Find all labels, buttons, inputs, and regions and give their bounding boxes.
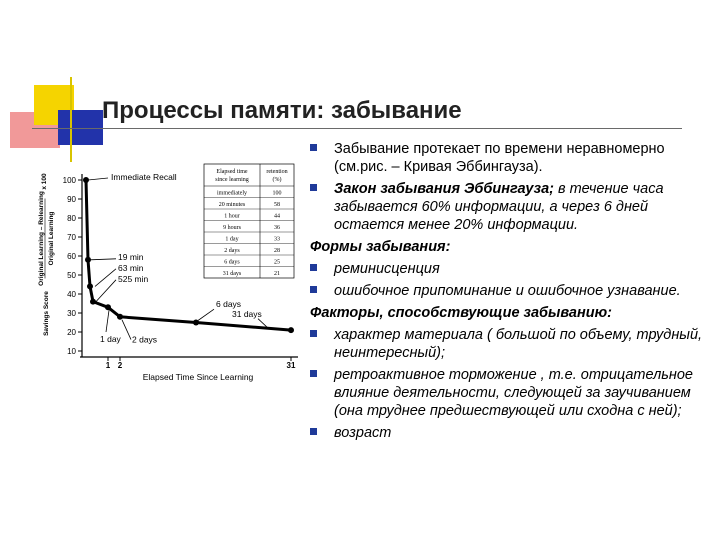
annotation-label: 31 days: [232, 308, 262, 319]
annotation-label: 525 min: [118, 273, 149, 284]
y-axis-label: [38, 173, 55, 336]
factors-item: [310, 366, 710, 420]
table-cell: 1 hour: [224, 213, 240, 220]
retention-table: [204, 164, 294, 278]
bullet-icon: [310, 264, 317, 271]
title-underline: [32, 128, 682, 129]
y-tick-label: 30: [67, 309, 76, 318]
annotation-leader: [90, 259, 116, 260]
x-tick-label: 1: [105, 361, 111, 370]
table-cell: 33: [274, 236, 280, 243]
y-tick-label: 70: [67, 233, 76, 242]
y-tick-label: 10: [67, 347, 76, 356]
annotation-leader: [122, 320, 131, 340]
y-axis-label-part: x 100: [41, 173, 48, 190]
forms-item: [310, 260, 710, 278]
table-cell: 36: [274, 225, 280, 231]
bullet-icon: [310, 428, 317, 435]
y-axis-label-part: Savings Score: [43, 291, 50, 336]
y-axis-label-group: [38, 173, 55, 336]
table-cell: 28: [274, 248, 280, 254]
table-cell: 6 days: [224, 259, 240, 266]
table-cell: 44: [274, 213, 280, 220]
annotation-leader: [106, 310, 109, 332]
data-point: [90, 299, 96, 305]
x-tick-label: 31: [286, 361, 296, 370]
factors-item-text: характер материала ( большой по объему, трудный, неинтересный);: [334, 327, 703, 361]
table-header: since learning: [215, 177, 249, 183]
law-text: в течение часа забывается 60% информации, а через 6 дней остается менее 20% информации.: [334, 181, 664, 233]
y-axis-label-part: Original Learning – Relearning: [38, 191, 45, 286]
y-tick-label: 50: [67, 271, 76, 280]
annotation-leader: [198, 309, 214, 320]
factors-item: [310, 326, 710, 362]
forms-heading: Формы забывания:: [310, 239, 451, 255]
table-cell: 21: [274, 271, 280, 277]
bullet-icon: [310, 286, 317, 293]
slide-title: Процессы памяти: забывание: [102, 97, 462, 124]
bullet-item: [310, 180, 710, 234]
forms-item: [310, 282, 710, 300]
law-name: Закон забывания Эббингауза;: [334, 181, 554, 197]
y-tick-label: 20: [67, 328, 76, 337]
annotation-label: 6 days: [216, 299, 242, 310]
table-cell: 9 hours: [223, 225, 241, 231]
bullet-icon: [310, 370, 317, 377]
data-point: [117, 314, 123, 320]
annotation-label: 1 day: [100, 334, 121, 344]
y-tick-label: 80: [67, 214, 76, 223]
annotation-label: Immediate Recall: [111, 172, 177, 182]
data-point: [105, 304, 111, 310]
table-header: retention: [266, 169, 288, 175]
y-tick-label: 60: [67, 252, 76, 261]
table-cell: 31 days: [222, 271, 242, 277]
data-point: [288, 327, 294, 333]
annotation-label: 63 min: [118, 262, 144, 273]
bullet-icon: [310, 330, 317, 337]
annotation-leader: [88, 178, 108, 180]
ebbinghaus-forgetting-curve: [36, 158, 311, 403]
factors-item: [310, 424, 710, 442]
factors-item-text: ретроактивное торможение , т.е. отрицательное влияние деятельности, следующей за заучиванием (она труднее предшествующей или сходна с ней);: [334, 367, 693, 419]
bullet-icon: [310, 184, 317, 191]
factors-heading: Факторы, способствующие забыванию:: [310, 305, 612, 321]
bullet-text: Забывание протекает по времени неравномерно (см.рис. – Кривая Эббингауза).: [334, 141, 665, 175]
table-cell: 100: [272, 190, 282, 197]
annotation-label: 2 days: [132, 334, 158, 345]
bullet-icon: [310, 144, 317, 151]
bullet-item: [310, 140, 710, 176]
y-tick-label: 90: [67, 195, 76, 204]
data-point: [87, 283, 93, 289]
table-cell: 1 day: [225, 236, 239, 243]
table-header: (%): [272, 177, 282, 183]
x-tick-label: 2: [117, 361, 123, 370]
table-cell: 20 minutes: [218, 202, 246, 208]
x-axis-label: Elapsed Time Since Learning: [142, 372, 254, 382]
table-cell: 2 days: [224, 248, 240, 254]
y-tick-label: 100: [62, 176, 76, 185]
factors-item-text: возраст: [334, 425, 392, 441]
table-cell: 58: [274, 202, 280, 208]
y-tick-label: 40: [67, 290, 76, 299]
decor-vertical-line: [70, 77, 72, 162]
table-header: Elapsed time: [216, 169, 248, 175]
annotation-label: 19 min: [118, 251, 144, 262]
table-cell: 25: [274, 259, 280, 266]
y-axis-label-part: Original Learning: [48, 211, 55, 266]
text-column: [310, 140, 710, 446]
forms-item-text: ошибочное припоминание и ошибочное узнавание.: [334, 283, 681, 299]
forms-item-text: реминисценция: [334, 261, 440, 277]
table-cell: immediately: [217, 190, 247, 197]
